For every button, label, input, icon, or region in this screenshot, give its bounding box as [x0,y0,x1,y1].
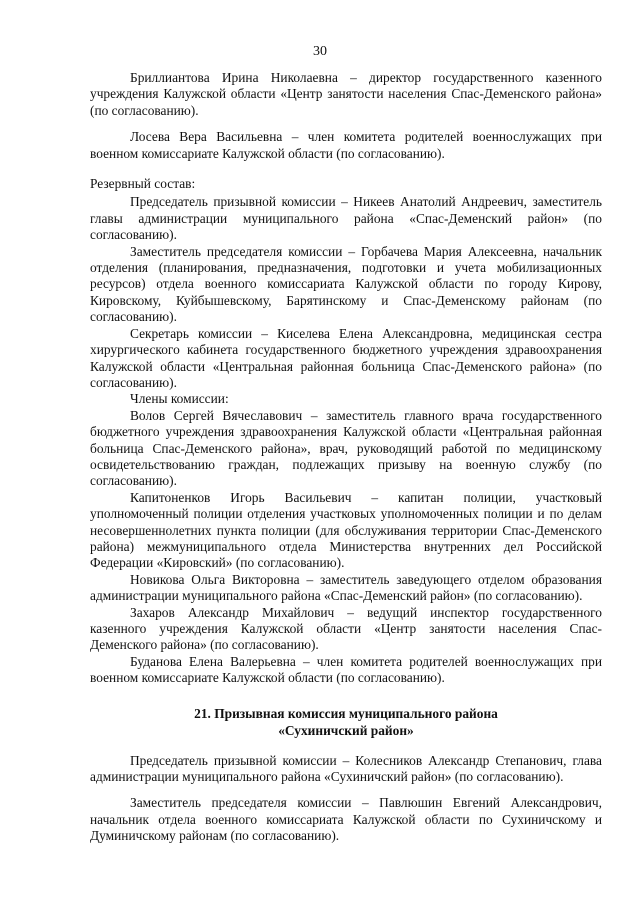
paragraph: Секретарь комиссии – Киселева Елена Александровна, медицинская сестра хирургического кабинета государственного бюджетного учреждения здравоохранения Калужской области «Центральная районная больница Спас-Деменского района» (по согласованию). [90,325,602,390]
paragraph: Лосева Вера Васильевна – член комитета родителей военнослужащих при военном комиссариате Калужской области (по согласованию). [90,129,602,161]
paragraph: Председатель призывной комиссии – Никеев Анатолий Андреевич, заместитель главы администрации муниципального района «Спас-Деменский район» (по согласованию). [90,194,602,243]
paragraph: Новикова Ольга Викторовна – заместитель заведующего отделом образования администрации муниципального района «Спас-Деменский район» (по согласованию). [90,571,602,604]
paragraph: Заместитель председателя комиссии – Горбачева Мария Алексеевна, начальник отделения (планирования, предназначения, подготовки и учета мобилизационных ресурсов) отдела военного комиссариата Калужской области по городу Кирову, Кировскому, Куйбышевскому, Барятинскому и Спас-Деменскому районам (по согласованию). [90,243,602,325]
members-heading: Члены комиссии: [130,391,229,407]
section-title [90,705,602,739]
paragraph: Буданова Елена Валерьевна – член комитета родителей военнослужащих при военном комиссариате Калужской области (по согласованию). [90,653,602,686]
paragraph: Председатель призывной комиссии – Колесников Александр Степанович, глава администрации муниципального района «Сухиничский район» (по согласованию). [90,752,602,785]
paragraph: Захаров Александр Михайлович – ведущий инспектор государственного казенного учреждения Калужской области «Центр занятости населения Спас-Деменского района» (по согласованию). [90,604,602,653]
page-number: 30 [313,44,327,59]
section-title-line: «Сухиничский район» [278,722,414,738]
paragraph: Бриллиантова Ирина Николаевна – директор государственного казенного учреждения Калужской области «Центр занятости населения Спас-Деменского района» (по согласованию). [90,70,602,118]
paragraph: Заместитель председателя комиссии – Павлюшин Евгений Александрович, начальник отдела военного комиссариата Калужской области по Сухиничскому и Думиничскому районам (по согласованию). [90,795,602,844]
section-title-line: 21. Призывная комиссия муниципального района [194,705,498,721]
document-body [90,70,602,845]
reserve-heading: Резервный состав: [90,176,196,192]
paragraph: Волов Сергей Вячеславович – заместитель главного врача государственного бюджетного учреждения здравоохранения Калужской области «Центральная районная больница Спас-Деменского района», врач, руководящий работой по медицинскому освидетельствованию граждан, подлежащих призыву на военную службу (по согласованию). [90,407,602,489]
paragraph: Капитоненков Игорь Васильевич – капитан полиции, участковый уполномоченный полиции отделения участковых уполномоченных полиции и по делам несовершеннолетних пункта полиции (для обслуживания территории Спас-Деменского района) межмуниципального отдела Министерства внутренних дел Российской Федерации «Кировский» (по согласованию). [90,489,602,571]
